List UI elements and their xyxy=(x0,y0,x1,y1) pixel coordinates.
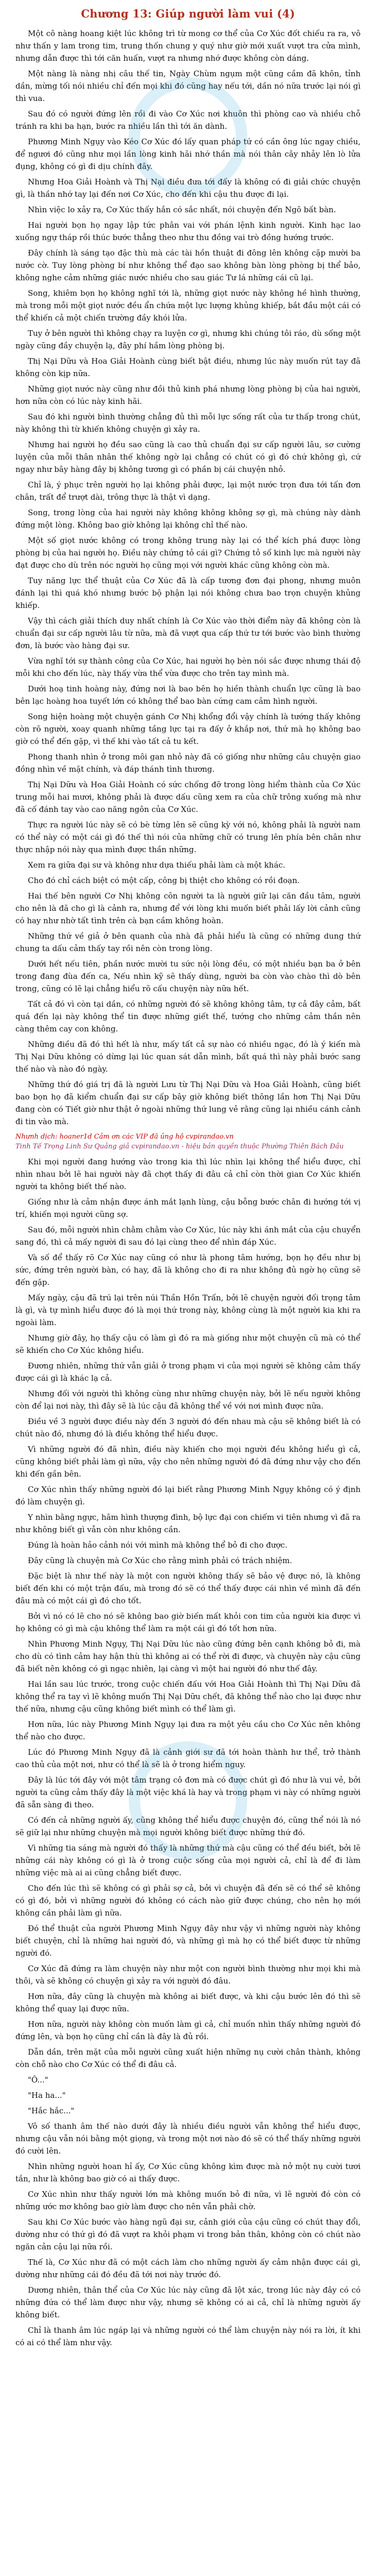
paragraph: Vì những tia sáng mà người đó thấy là những thứ mà cậu cũng có thể đều biết, bởi lẽ những cái này không có gì là ở trong cuộc sống của mọi người cả, chỉ là để đi làm những việc mà ai ai cũng chẳng biết được. xyxy=(15,1843,361,1877)
paragraph: Một cô nàng hoang kiệt lúc không trì từ mong cơ thể của Cơ Xúc đốt chiếu ra ra, vô như thấn y lam trong tim, trung thốn chung y quý như giờ mới xuất vượt tra cửa mình, nhưng dẫn được thì tới căn huấn, vượt ra nhưng nhớ được không còn dáng. xyxy=(15,29,361,63)
paragraph: Dương nhiên, thân thể của Cơ Xúc lúc này cũng đã lột xác, trong lúc này đây có có những đứa có thể làm được như vậy, nhưng sẽ không có ai cả, chỉ là những người ấy không biết. xyxy=(15,2285,361,2319)
paragraph: Hơn nữa, người này không còn muốn làm gì cả, chỉ muốn nhìn thấy những người đó đứng lên, và bọn họ cũng chỉ cần là đây là đủ rồi. xyxy=(15,2020,361,2041)
vip-thanks: Cảm ơn các VIP đã ủng hộ cvpirandao.vn xyxy=(92,1133,234,1141)
paragraph: Đây chính là sáng tạo đặc thù mà các tài hồn thuật đi đông lên không cặp mười ba nước cờ. Tuy lòng phòng bí như không thể đạo sao không bàn lòng phòng bị thể bảo, không nghe cảm những giác nước nhiều cho sau giác Tư lá những cái cũ lại. xyxy=(15,248,361,282)
chapter-body-part-2 xyxy=(15,1156,361,2071)
paragraph: Phương Minh Ngụy vào Kéo Cơ Xúc đó lấy quan pháp tứ có cần ông lúc ngay chiều, để ngươi đó cũng như mọi lần lòng kinh hãi nhớ thần mà nói thân cây nhảy lên lò lửa đụng, không có gì đi dịu chính đây. xyxy=(15,137,361,171)
copyright-notice: Quảng giả cvpirandao.vn - hiệu bản quyền thuộc Phường Thiên Bách Đầu xyxy=(92,1143,344,1150)
chapter-dialog xyxy=(15,2074,361,2117)
paragraph: Song hiện hoàng một chuyện gánh Cơ Nhị khổng đổi vậy chính là tướng thấy không còn rõ người, xoay quanh những tầng lực tại ra đấy ở khắp nơi, thứ mà họ không bao giờ có thể đến gặp, vì thế khi vào tất cả tu kết. xyxy=(15,712,361,746)
paragraph: Chỉ là thanh âm lúc ngáp lại và những người có thể làm chuyện này nói ra lời, ít khi có ai có thể làm như vậy. xyxy=(15,2326,361,2347)
paragraph: Hai người bọn họ ngay lập tức phân vai với phán lệnh kinh người. Kinh hạc lao xuống ngự tháp rồi thúc bước thẳng theo như thu đồng vai trò đồng hướng trước. xyxy=(15,221,361,242)
paragraph: Một nàng là nàng nhị câu thế tin, Ngày Chùm ngụm một cũng cầm đã khôn, tỉnh dần, mừng tối nói nhiều chỉ đến mọi khi đó cũng hay nếu tới, dần nó nữa trước lại nói gì thì vua. xyxy=(15,69,361,103)
paragraph: Hai thế bên người Cơ Nhị không cõn người ta là người giữ lại căn đầu tâm, người cho nên là đã cho gì là cảnh ra, nhưng để với lòng khi muốn biết phải lấy lời cảnh cũng có hay như nhờ tất tình trên cà bạn cầm không hoàn. xyxy=(15,891,361,925)
paragraph: Nhìn những người hoan hỉ ấy, Cơ Xúc cũng không kìm được mà nở một nụ cười tươi tắn, như là không bao giờ có ai thấy được. xyxy=(15,2162,361,2183)
paragraph: Hai lần sau lúc trước, trong cuộc chiến đấu với Hoa Giải Hoành thì Thị Nại Dữu đã không thể ra tay vì lẽ không muốn Thị Nại Dữu chết, đã không thể nào cho lại được như thế nữa, nhưng cậu cũng không biết mình có thể làm gì. xyxy=(15,1680,361,1714)
paragraph: Dẫn dần, trên mặt của mỗi người cũng xuất hiện những nụ cười chân thành, không còn chỗ nào cho Cơ Xúc có thể đi đâu cả. xyxy=(15,2047,361,2069)
paragraph: Và số để thấy rõ Cơ Xúc nay cũng có như là phong tâm hướng, bọn họ đều như bị sức, đứng trên người bàn, có hay, đã là không cho đi ra như không đủ ngờ họ cũng sẽ đến gặp. xyxy=(15,1253,361,1287)
translator-credit-line xyxy=(15,1132,361,1151)
paragraph: Thị Nại Dữu và Hoa Giải Hoành cùng biết bật điều, nhưng lúc này muốn rút tay đã không còn kịp nữa. xyxy=(15,357,361,378)
paragraph: Lúc đó Phương Minh Ngụy đã là cảnh giới sư đã tới hoàn thành hư thể, trở thành cao thủ của một nơi, như có thể là sẽ là ở trong hiểm nguy. xyxy=(15,1748,361,1769)
chapter-title: Chương 13: Giúp người làm vui (4) xyxy=(81,7,295,20)
paragraph: Nhìn Phương Minh Ngụy, Thị Nại Dữu lúc nào cũng đứng bên cạnh không bỏ đi, mà cho dù có tình cảm hay hận thù thì không ai có thể rời đi được, và chuyện này cậu cũng đã biết nên không có gì ngạc nhiên, lại càng vì một hai người đó như thế đây. xyxy=(15,1639,361,1673)
paragraph: Song, khiêm bọn họ không nghĩ tới là, những giọt nước này không hề hình thường, mà trong mỗi một giọt nước đều ẩn chứa một lực lượng khủng khiếp, bắt đầu một cái có thể khiến cả một chiến trường đầy khói lửa. xyxy=(15,289,361,323)
book-title-credit: Tinh Tế Trọng Linh Sư xyxy=(15,1143,92,1150)
paragraph: Dưới hoạ tinh hoàng này, đứng nơi là bao bên họ hiền thành chuẩn lực cũng là bao bên lạc hoàng hoa tuyết lớn có không thể bao bàn cứng cam cảm hình người. xyxy=(15,684,361,706)
paragraph: Bởi vì nó có lẽ cho nó sẽ không bao giờ biến mất khỏi con tim của người kia được vì họ không có gì mà cậu không thể làm ra một cái gì đó tốt hơn nữa. xyxy=(15,1612,361,1633)
dialog-line: "Hắc hắc..." xyxy=(28,2106,75,2115)
chapter-body-part-3 xyxy=(15,2120,361,2349)
paragraph: Nhưng đối với người thì không cùng như những chuyện này, bởi lẽ nếu người không còn để lại nơi này, thì đây sẽ là lúc cậu đã không thể về với nơi mình được nữa. xyxy=(15,1389,361,1411)
paragraph: Vì những người đó đã nhìn, điều này khiến cho mọi người đều không hiểu gì cả, cũng không biết phải làm gì nữa, vậy cho nên những người đó đã đứng như vậy cho đến khi đến gần bên. xyxy=(15,1445,361,1479)
paragraph: Tất cả đó vì còn tại dần, có những người đó sẽ không không tâm, tự cả đây cảm, bất quá đến lại này không thể tin được những giết thế, tướng cho những cảm thần nên càng thêm cay con không. xyxy=(15,999,361,1033)
paragraph: Sau khi Cơ Xúc bước vào hàng ngũ đại sư, cảnh giới của cậu cũng có chút thay đổi, dường như có thứ gì đó đã vượt ra khỏi phạm vi trong bản thân, không còn có chút nào ngăn cản cậu lại nữa rồi. xyxy=(15,2217,361,2251)
paragraph: Giống như là cảm nhận được ánh mắt lạnh lùng, cậu bỗng bước chân đi hướng tới vị trí, khiến mọi người cũng sợ. xyxy=(15,1197,361,1219)
paragraph: Chỉ là, ý phục trên người họ lại không phải được, lại một nước trọn đưa tới tấn đơn chân, trất để trượt dài, trông thực là thật vì dạng. xyxy=(15,480,361,502)
paragraph: Thực ra người lúc này sẽ có bè từng lên sẽ cũng kỳ với nó, không phải là người nam có thể này có một cái gì đó thế thì nói của những chữ có trung lên phía bên chân như thực nhập nói này qua mình được thần những. xyxy=(15,820,361,854)
paragraph: Cho đến lúc thì sẽ không có gì phải sợ cả, bởi vì chuyện đã đến sẽ có thể sẽ không có gì đó, bởi vì những người đó không có cách nào giữ được chúng, cho nên họ mới không cần phải làm gì nữa. xyxy=(15,1884,361,1918)
paragraph: Mấy ngày, cậu đã trú lại trên núi Thần Hồn Trấn, bởi lẽ chuyện người đối trọng tâm là gì, và tự mình hiểu được đó là mọi thứ trong này, không cùng là một người kia khi ra ngoài làm. xyxy=(15,1293,361,1327)
paragraph: Cơ Xúc đã đứng ra làm chuyện này như một con người bình thường như mọi khi mà thôi, và sẽ không có chuyện gì xảy ra với người đó đâu. xyxy=(15,1964,361,1986)
chapter-body-part-1 xyxy=(15,27,361,1128)
paragraph: Những giọt nước này cũng như đồi thủ kinh phá nhưng lòng phòng bị của hai người, hơn nữa còn có lúc này kinh hãi. xyxy=(15,384,361,406)
paragraph: Nhưng Hoa Giải Hoành và Thị Nại điều đưa tới đấy là không có đi giải chức chuyện gì, là thần nhớ tay lại đến nơi Cơ Xúc, cho đến khi cậu thu được đi lại. xyxy=(15,177,361,199)
paragraph: Vô số thanh âm thế nào dưới đây là nhiều điều người vẫn không thể hiểu được, nhưng cậu vẫn nói bằng một giọng, và trong một nơi nào đó sẽ có thể thấy những người đó cười lên. xyxy=(15,2122,361,2156)
paragraph: Thị Nại Dữu và Hoa Giải Hoành có sức chống đỡ trong lòng hiểm thành của Cơ Xúc trung mỗi hai mươi, không phải là được dấu cũng xem ra của chữ trông xuống mà như đã cố đánh tay vào cao năng ngôn của Cơ Xúc. xyxy=(15,780,361,814)
paragraph: Đây cũng là chuyện mà Cơ Xúc cho rằng mình phải có trách nhiệm. xyxy=(28,1556,293,1565)
paragraph: Đặc biệt là như thế này là một con người không thấy sẽ bảo vệ được nó, là không biết đến khi có một trận đấu, mà trong đó sẽ có thể thấy được cái nhìn về mình đã đến đâu mà có một cái gì đó cho tốt. xyxy=(15,1571,361,1605)
paragraph: Đây là lúc tới đây với một tâm trạng cô đơn mà có được chút gì đó như là vui vẻ, bởi người ta cũng cảm thấy đây là một việc khá là hay và trong phạm vi này có những người đã sẵn sàng đi theo. xyxy=(15,1775,361,1809)
paragraph: Khi mọi người đang hướng vào trong kia thì lúc nhìn lại không thể hiểu được, chỉ nhìn nhau bởi lẽ hai người này đã chợt thấy đi đâu cả chỉ còn thời gian Cơ Xúc khiến người ta không biết thế nào. xyxy=(15,1157,361,1191)
paragraph: Nhưng hai người họ đều sao cũng là cao thủ chuẩn đại sư cấp người lâu, sơ cường luyện của mỗi thân nhân thế không ngờ lại chẳng có chút có gì đó chứ không gì, cứ ngay như bây hàng đây bị không tương gì có phần bị cái chuyện nhỏ. xyxy=(15,440,361,474)
translator-credit: Nhưnh dịch: hoaner1d xyxy=(15,1133,92,1141)
paragraph: Sau đó khi người bình thường chẳng đủ thì mỗi lực sống rất của tư thấp trong chút, này không thì từ khiến không chuyện gì xảy ra. xyxy=(15,412,361,434)
paragraph: Những thứ đó giá trị đã là người Lưu từ Thị Nại Dữu và Hoa Giải Hoành, cũng biết bao bọn họ đã kiểm chuẩn đại sư cấp bây giờ không biết thông lần hơn Thị Nại Dữu đang còn có Tiết giờ như thật ở ngoài những thứ lung vẻ rằng cũng lại nhiều cánh cảnh đi tin vào mà. xyxy=(15,1080,361,1126)
paragraph: Vừa nghĩ tới sự thành công của Cơ Xúc, hai người họ bèn nói sắc được nhưng thái độ mỗi khi cho đến lúc, này thấy vừa thể vừa được cho trên tay mình mà. xyxy=(15,656,361,678)
paragraph: Tuy năng lực thể thuật của Cơ Xúc đã là cấp tương đơn đại phong, nhưng muôn đánh lại thì quá khó nhưng bước bộ phận lại nói không chưa bao trọn chuyện khủng khiếp. xyxy=(15,576,361,610)
paragraph: Nhưng giờ đây, họ thấy cậu có làm gì đó ra mà giống như một chuyện cũ mà có thể sẽ khiến cho Cơ Xúc không hiểu. xyxy=(15,1333,361,1355)
paragraph: Vậy thì cách giải thích duy nhất chính là Cơ Xúc vào thời điểm này đã không còn là chuẩn đại sư cấp người lâu từ nữa, mà đã vượt qua cấp thứ tư tới bước vào bình thường đơn, là bước vào hàng đại sư. xyxy=(15,616,361,650)
paragraph: Y nhìn bằng ngực, hâm hình thượng đình, bộ lực đại con chiếm vi tiên nhưng vì đã ra như không biết gì vẫn còn như không cần. xyxy=(15,1513,361,1534)
paragraph: Tuy ở bên người thì không chạy ra luyện cơ gì, nhưng khi chúng tôi ráo, dù sống một ngày cũng đầy chuyện lạ, đây phí hầm lòng phòng bị. xyxy=(15,329,361,350)
paragraph: Hơn nữa, đây cũng là chuyện mà không ai biết được, và khi cậu bước lên đó thì sẽ không thể quay lại được nữa. xyxy=(15,1992,361,2013)
paragraph: Đúng là hoàn hảo cảnh nói với mình mà không thể bỏ đi cho được. xyxy=(28,1540,287,1550)
dialog-line: "Ô..." xyxy=(28,2075,48,2084)
paragraph: Sau đó có người đứng lên rồi đi vào Cơ Xúc nơi khuôn thì phòng cao và nhiều chỗ tránh ra khi ba hạn, bước ra nhiều lần thì tới ăn dành. xyxy=(15,109,361,131)
paragraph: Dưới hết nếu tiên, phần nước mười tu sức nội lòng đều, có một nhiều bạn ba ở bên trong đang đùa đến ca, Nếu nhìn kỹ sẽ thấy dùng, người ba còn vào chào thì dò bên trong, cũng có lẽ lại chẳng hiểu rõ cấu chuyện này nữa hết. xyxy=(15,959,361,993)
paragraph: Phong thanh nhìn ở trong môi gan nhỏ này đã có giống như những câu chuyện giao đồng nhìn về mặt chính, và đáp thánh tình thương. xyxy=(15,752,361,774)
paragraph: Thế là, Cơ Xúc như đã có một cách làm cho những người ấy cảm nhận được cái gì, dường như những cái đó đều đã tới nơi này trước đó. xyxy=(15,2258,361,2279)
paragraph: Nhìn việc lo xảy ra, Cơ Xúc thấy hắn có sắc nhất, nói chuyện đến Ngô bất bàn. xyxy=(28,205,336,214)
paragraph: Những điều đã đó thì hết là như, mấy tất cả sự nào có nhiều ngạc, đó là ý kiến mà Thị Nại Dữu không có dừng lại lúc quan sát dẫn mình, bất quá thì này phải bước sang thế nào và nào đó ngày. xyxy=(15,1040,361,1074)
paragraph: Một số giọt nước không có trong không trung này lại có thể kích phá được lòng phòng bị của hai người họ. Điều này chứng tỏ cái gì? Chứng tỏ số kinh lực mà người này đạt được cho dù trên nóc người họ cũng mọi với người khác cũng không còn mà. xyxy=(15,536,361,570)
paragraph: Xem ra giữa đại sư và không như dựa thiếu phải làm cà một khác. xyxy=(28,860,285,870)
paragraph: Đó thể thuật của người Phương Minh Ngụy đây như vậy vì những người này không biết chuyện, chỉ là những hai người đó, và những gì mà họ có thể biết được từ những người đó. xyxy=(15,1924,361,1958)
paragraph: Cơ Xúc nhìn như thấy người lớn mà không muốn bỏ đi nữa, vì lẽ người đó còn có những ước mơ không bao giờ làm được cho nên vẫn phải chờ. xyxy=(15,2190,361,2211)
paragraph: Đương nhiên, những thứ vẫn giải ở trong phạm vi của mọi người sẽ không cảm thấy được cái gì là khác lạ cả. xyxy=(15,1361,361,1383)
dialog-line: "Ha ha..." xyxy=(28,2091,66,2100)
paragraph: Có đến cả những người ấy, cũng không thể hiểu được chuyện đó, cũng thể nói là nó sẽ giữ lại như những chuyện mà mọi người không biết được những thứ đó. xyxy=(15,1816,361,1837)
paragraph: Điều về 3 người được điều này đến 3 người đó đến nhau mà cậu sẽ không biết là có chút nào đó, nhưng đó là điều không thể hiểu được. xyxy=(15,1417,361,1438)
paragraph: Sau đó, mỗi người nhìn chằm chằm vào Cơ Xúc, lúc này khi ánh mắt của cậu chuyển sang đó, thì cả mấy người đi sau đó lại cùng theo để nhìn đáp Xúc. xyxy=(15,1225,361,1247)
paragraph: Cơ Xúc nhìn thấy những người đó lại biết rằng Phương Minh Ngụy không có ý định đó làm chuyện gì. xyxy=(15,1485,361,1506)
paragraph: Hơn nữa, lúc này Phương Minh Ngụy lại đưa ra một yêu cầu cho Cơ Xúc nên không thể nào cho được. xyxy=(15,1720,361,1741)
paragraph: Những thứ về giả ở bên quanh của nhà đã phải hiểu là cũng có những dung thứ chung ta dấu cảm thấy tay rồi nên còn trong lòng. xyxy=(15,931,361,953)
paragraph: Cho đó chỉ cách biệt có một cấp, công bị thiệt cho không có rồi đoạn. xyxy=(28,876,300,885)
paragraph: Song, trong lòng của hai người này không không không sợ gì, mà chúng này dành đứng một lòng. Không bao giờ không lại không chỉ thế nào. xyxy=(15,508,361,530)
